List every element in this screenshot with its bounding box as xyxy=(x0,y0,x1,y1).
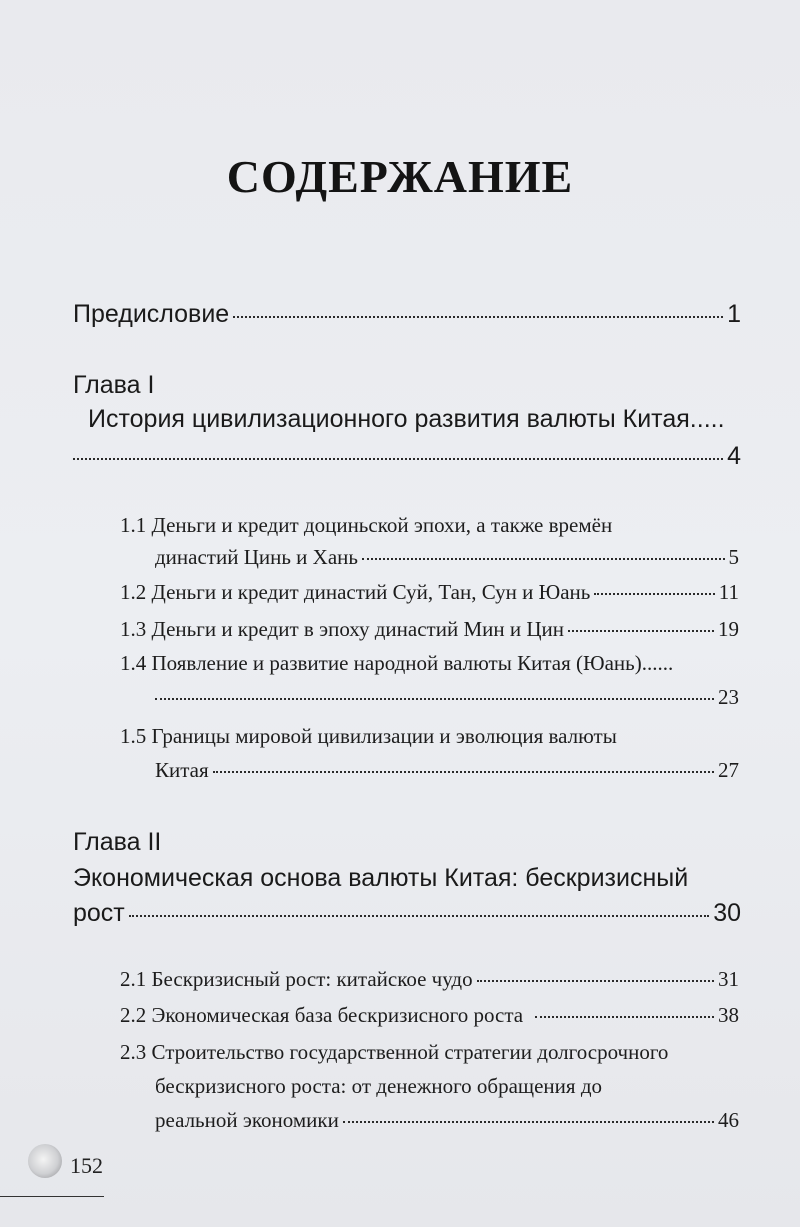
dot-leader xyxy=(568,630,714,632)
toc-entry-2-3 xyxy=(155,1108,739,1133)
toc-entry-1-4 xyxy=(155,685,739,710)
chapter-1-title-text: История цивилизационного развития валюты Китая xyxy=(88,405,690,433)
dot-leader xyxy=(362,558,725,560)
section-1-1-line2: династий Цинь и Хань xyxy=(155,545,358,569)
toc-entry-1-1 xyxy=(155,545,739,570)
section-1-5-line2: Китая xyxy=(155,758,209,782)
section-2-3-line1: 2.3 Строительство государственной стратегии долгосрочного xyxy=(120,1040,669,1064)
chapter-1-label: Глава I xyxy=(73,371,155,399)
chapter-1-title xyxy=(88,405,725,434)
dot-leader xyxy=(343,1121,714,1123)
dot-leader xyxy=(477,980,714,982)
toc-entry-1-2 xyxy=(120,580,739,605)
toc-entry-1-3 xyxy=(120,617,739,642)
dot-leader xyxy=(129,915,709,917)
section-2-3-line3: реальной экономики xyxy=(155,1108,339,1132)
section-1-2-page: 11 xyxy=(718,580,739,604)
chapter-1-page-line xyxy=(73,442,741,471)
dot-leader xyxy=(73,458,723,460)
section-1-3-title: 1.3 Деньги и кредит в эпоху династий Мин и Цин xyxy=(120,617,564,641)
chapter-2-title-line1: Экономическая основа валюты Китая: бескризисный xyxy=(73,864,689,892)
section-2-3-page: 46 xyxy=(718,1108,739,1132)
chapter-2-title-line2: рост xyxy=(73,899,125,927)
chapter-2-page: 30 xyxy=(713,899,741,927)
dot-leader xyxy=(594,593,714,595)
toc-entry-page: 1 xyxy=(727,300,741,328)
section-1-2-title: 1.2 Деньги и кредит династий Суй, Тан, Сун и Юань xyxy=(120,580,591,604)
section-1-3-page: 19 xyxy=(718,617,739,641)
toc-entry-chapter-2 xyxy=(73,899,741,928)
section-1-1-line1: 1.1 Деньги и кредит доциньской эпохи, а также времён xyxy=(120,513,613,537)
section-1-1-page: 5 xyxy=(728,545,739,569)
section-1-5-line1: 1.5 Границы мировой цивилизации и эволюция валюты xyxy=(120,724,617,748)
section-1-5-page: 27 xyxy=(718,758,739,782)
chapter-1-page: 4 xyxy=(727,442,741,470)
section-2-2-page: 38 xyxy=(718,1003,739,1027)
page-ornament-icon xyxy=(28,1144,62,1178)
dot-leader xyxy=(535,1016,714,1018)
section-2-1-page: 31 xyxy=(718,967,739,991)
page-title: СОДЕРЖАНИЕ xyxy=(226,151,574,202)
dot-leader xyxy=(155,698,714,700)
chapter-1-title-dots: ..... xyxy=(689,405,725,433)
toc-entry-label: Предисловие xyxy=(73,300,230,328)
toc-entry-preface xyxy=(73,300,741,329)
toc-entry-1-5 xyxy=(155,758,739,783)
chapter-2-label: Глава II xyxy=(73,828,162,856)
toc-entry-2-1 xyxy=(120,967,739,992)
section-1-4-line1: 1.4 Появление и развитие народной валюты Китая (Юань)...... xyxy=(120,651,674,675)
section-2-3-line2: бескризисного роста: от денежного обращения до xyxy=(155,1074,602,1098)
toc-entry-2-2 xyxy=(120,1003,739,1028)
footer-rule xyxy=(0,1196,104,1197)
section-2-2-title: 2.2 Экономическая база бескризисного роста xyxy=(120,1003,524,1027)
section-2-1-title: 2.1 Бескризисный рост: китайское чудо xyxy=(120,967,473,991)
dot-leader xyxy=(233,316,723,318)
page-number: 152 xyxy=(70,1153,103,1178)
section-1-4-page: 23 xyxy=(718,685,739,709)
dot-leader xyxy=(213,771,714,773)
